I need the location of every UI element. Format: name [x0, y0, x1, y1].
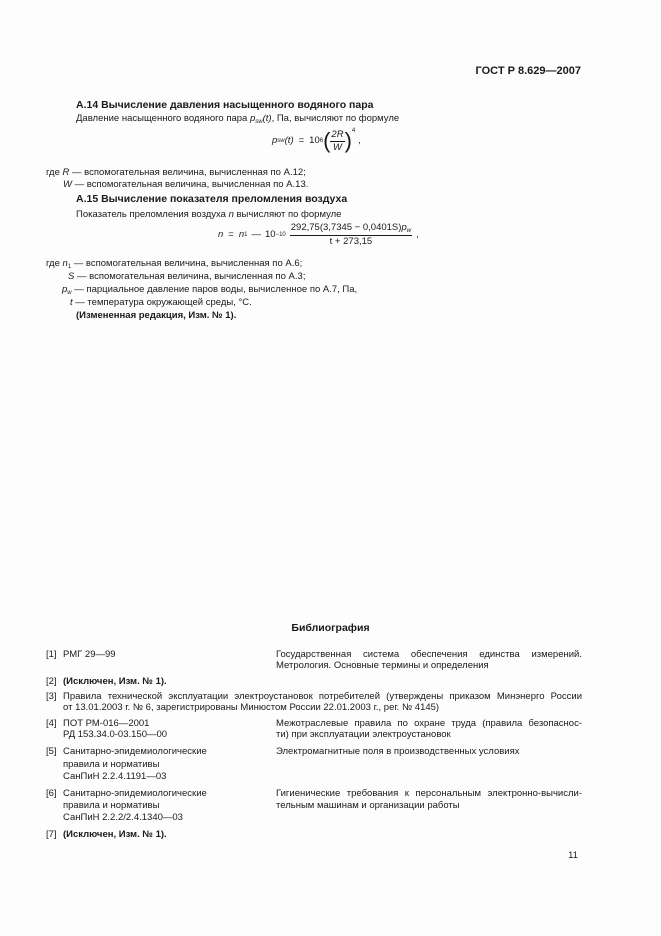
- formula-eq: =: [298, 135, 305, 147]
- fraction-numerator: 2R: [331, 129, 344, 140]
- where-text: — вспомогательная величина, вычисленная по А.6;: [71, 258, 303, 269]
- formula-coef: 10: [265, 229, 276, 240]
- fraction-denominator: W: [333, 141, 342, 153]
- bib-document: Правила технической эксплуатации электроустановок потребителей (утверждены приказом Минэнерго России: [63, 691, 582, 702]
- bib-number: [2]: [46, 676, 57, 687]
- bibliography-title: Библиография: [291, 622, 370, 634]
- section-a14-intro: [76, 114, 399, 125]
- section-a14-title: А.14 Вычисление давления насыщенного водяного пара: [76, 99, 374, 111]
- paren-open: (: [323, 128, 331, 153]
- formula-tail: ,: [358, 135, 361, 147]
- bib-document: ПОТ РМ-016—2001: [63, 718, 150, 729]
- formula-base: 10: [309, 135, 320, 147]
- bib-document: правила и нормативы: [63, 800, 160, 811]
- where-text: — вспомогательная величина, вычисленная по А.12;: [69, 167, 306, 178]
- bib-description: Гигиенические требования к персональным электронно-вычисли-: [276, 788, 582, 799]
- where-line: [46, 259, 302, 270]
- formula-fraction: [330, 130, 344, 152]
- where-text: — вспомогательная величина, вычисленная по А.3;: [74, 271, 306, 282]
- amendment-note: (Измененная редакция, Изм. № 1).: [76, 310, 237, 321]
- formula-lhs-arg: (t): [284, 135, 294, 147]
- where-line: [62, 285, 357, 296]
- bib-description: ти) при эксплуатации электроустановок: [276, 729, 451, 740]
- bib-document: СанПиН 2.2.2/2.4.1340—03: [63, 812, 183, 823]
- where-var: R: [62, 167, 70, 178]
- paren-close: ): [344, 128, 352, 153]
- bib-number: [6]: [46, 788, 57, 799]
- where-var: p: [62, 284, 68, 295]
- intro-tail: , Па, вычисляют по формуле: [271, 113, 400, 124]
- bib-document: РД 153.34.0-03.150—00: [63, 729, 168, 740]
- numerator-var: p: [401, 222, 407, 233]
- where-var: n: [62, 258, 68, 269]
- bib-description: Метрология. Основные термины и определения: [276, 660, 489, 671]
- formula-tail: ,: [416, 229, 419, 240]
- intro-text: Давление насыщенного водяного пара: [76, 113, 250, 124]
- formula-base-exp: 6: [319, 138, 324, 144]
- var-sub: sw: [255, 119, 263, 125]
- where-text: — температура окружающей среды, °С.: [72, 297, 252, 308]
- where-prefix: где: [46, 258, 63, 269]
- bib-document: Санитарно-эпидемиологические: [63, 788, 207, 799]
- fraction-denominator: t + 273,15: [329, 236, 373, 247]
- where-prefix: где: [46, 167, 63, 178]
- formula-lhs: n: [218, 229, 224, 240]
- bib-number: [7]: [46, 829, 57, 840]
- where-line: [63, 180, 308, 190]
- page-number: 11: [568, 850, 578, 861]
- numerator-main: 292,75(3,7345 − 0,0401S): [290, 222, 402, 233]
- formula-n1-sub: 1: [244, 231, 248, 238]
- numerator-sub: w: [406, 228, 412, 234]
- where-var: t: [70, 297, 73, 308]
- bib-description: Государственная система обеспечения единства измерений.: [276, 649, 582, 660]
- formula-lhs-sub: sw: [277, 138, 285, 144]
- section-a15-title: А.15 Вычисление показателя преломления воздуха: [76, 193, 348, 205]
- formula-minus: —: [251, 229, 261, 240]
- section-a15-intro: [76, 210, 341, 220]
- bib-number: [4]: [46, 718, 57, 729]
- var-n: n: [228, 209, 234, 220]
- bib-description: тельным машинам и организации работы: [276, 800, 460, 811]
- where-line: [46, 168, 306, 178]
- bib-document: СанПиН 2.2.4.1191—03: [63, 771, 167, 782]
- bib-document: от 13.01.2003 г. № 6, зарегистрированы Минюстом России 22.01.2003 г., рег. № 4145): [63, 702, 440, 713]
- formula-fraction: [290, 223, 412, 247]
- bib-document: правила и нормативы: [63, 759, 160, 770]
- bib-number: [5]: [46, 746, 57, 757]
- bib-number: [3]: [46, 691, 57, 702]
- bib-description: Электромагнитные поля в производственных условиях: [276, 746, 520, 757]
- where-line: [70, 298, 252, 308]
- bib-number: [1]: [46, 649, 57, 660]
- fraction-numerator: [290, 223, 412, 236]
- where-sub: 1: [67, 264, 72, 270]
- bib-document: РМГ 29—99: [63, 649, 116, 660]
- formula-a15: [218, 223, 419, 247]
- var-arg: (t): [262, 113, 272, 124]
- bib-document: Санитарно-эпидемиологические: [63, 746, 207, 757]
- where-sub: w: [67, 290, 72, 296]
- formula-lhs: p: [272, 135, 278, 147]
- where-var: W: [63, 179, 72, 190]
- bib-description: Межотраслевые правила по охране труда (правила безопаснос-: [276, 718, 582, 729]
- where-line: [68, 272, 305, 282]
- bib-document: (Исключен, Изм. № 1).: [63, 676, 167, 687]
- var-p: p: [249, 113, 256, 124]
- formula-n1: n: [238, 229, 245, 240]
- formula-outer-exp: 4: [351, 128, 356, 134]
- intro-text: Показатель преломления воздуха: [76, 209, 229, 220]
- formula-a14: [272, 130, 361, 152]
- bib-document: (Исключен, Изм. № 1).: [63, 829, 167, 840]
- formula-eq: =: [228, 229, 234, 240]
- intro-tail: вычисляют по формуле: [233, 209, 342, 220]
- where-text: — вспомогательная величина, вычисленная по А.13.: [71, 179, 309, 190]
- where-text: — парциальное давление паров воды, вычисленное по А.7, Па,: [71, 284, 358, 295]
- standard-header: ГОСТ Р 8.629—2007: [475, 65, 581, 77]
- formula-coef-exp: −10: [275, 231, 286, 238]
- where-var: S: [68, 271, 75, 282]
